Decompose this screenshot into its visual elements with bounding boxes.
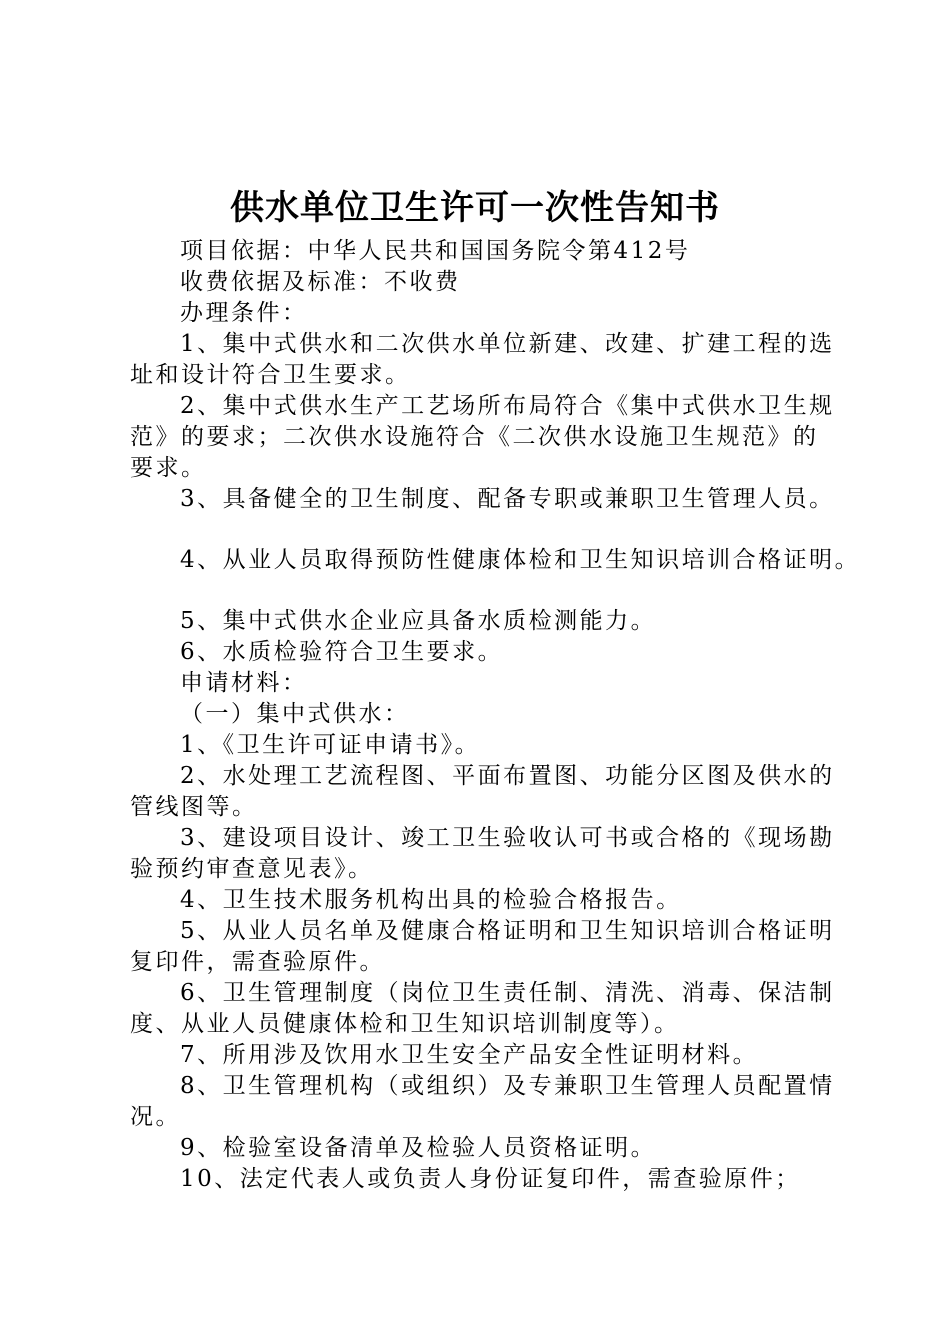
document-body bbox=[130, 236, 861, 1195]
text-line: 4、卫生技术服务机构出具的检验合格报告。 bbox=[180, 887, 682, 913]
text-line-section-heading: （一）集中式供水： bbox=[180, 701, 410, 727]
text-line-legal-basis: 项目依据：中华人民共和国国务院令第412号 bbox=[180, 238, 691, 264]
text-line: 4、从业人员取得预防性健康体检和卫生知识培训合格证明。 bbox=[180, 547, 861, 573]
text-line-materials-heading: 申请材料： bbox=[180, 670, 308, 696]
text-line: 况。 bbox=[130, 1104, 181, 1130]
text-line: 复印件，需查验原件。 bbox=[130, 949, 385, 975]
text-line: 度、从业人员健康体检和卫生知识培训制度等）。 bbox=[130, 1011, 680, 1037]
text-line: 10、法定代表人或负责人身份证复印件，需查验原件； bbox=[180, 1166, 801, 1192]
text-line: 1、《卫生许可证申请书》。 bbox=[180, 732, 481, 758]
text-line: 5、集中式供水企业应具备水质检测能力。 bbox=[180, 608, 657, 634]
text-line: 1、集中式供水和二次供水单位新建、改建、扩建工程的选 bbox=[180, 331, 835, 357]
text-line: 2、水处理工艺流程图、平面布置图、功能分区图及供水的 bbox=[180, 763, 835, 789]
text-line: 验预约审查意见表》。 bbox=[130, 856, 374, 882]
text-line: 7、所用涉及饮用水卫生安全产品安全性证明材料。 bbox=[180, 1042, 759, 1068]
text-line-conditions-heading: 办理条件： bbox=[180, 300, 308, 326]
text-line: 3、具备健全的卫生制度、配备专职或兼职卫生管理人员。 bbox=[180, 486, 835, 512]
text-line: 要求。 bbox=[130, 455, 207, 481]
blank-line bbox=[130, 576, 850, 606]
text-line: 范》的要求；二次供水设施符合《二次供水设施卫生规范》的 bbox=[130, 424, 819, 450]
text-line: 址和设计符合卫生要求。 bbox=[130, 362, 411, 388]
document-title: 供水单位卫生许可一次性告知书 bbox=[230, 188, 720, 228]
text-line: 9、检验室设备清单及检验人员资格证明。 bbox=[180, 1135, 657, 1161]
text-line: 3、建设项目设计、竣工卫生验收认可书或合格的《现场勘 bbox=[180, 825, 835, 851]
text-line: 管线图等。 bbox=[130, 794, 258, 820]
blank-line bbox=[130, 515, 850, 545]
text-line-fee-basis: 收费依据及标准：不收费 bbox=[180, 269, 461, 295]
text-line: 6、水质检验符合卫生要求。 bbox=[180, 639, 504, 665]
text-line: 2、集中式供水生产工艺场所布局符合《集中式供水卫生规 bbox=[180, 393, 835, 419]
text-line: 5、从业人员名单及健康合格证明和卫生知识培训合格证明 bbox=[180, 918, 835, 944]
text-line: 8、卫生管理机构（或组织）及专兼职卫生管理人员配置情 bbox=[180, 1073, 835, 1099]
text-line: 6、卫生管理制度（岗位卫生责任制、清洗、消毒、保洁制 bbox=[180, 980, 835, 1006]
